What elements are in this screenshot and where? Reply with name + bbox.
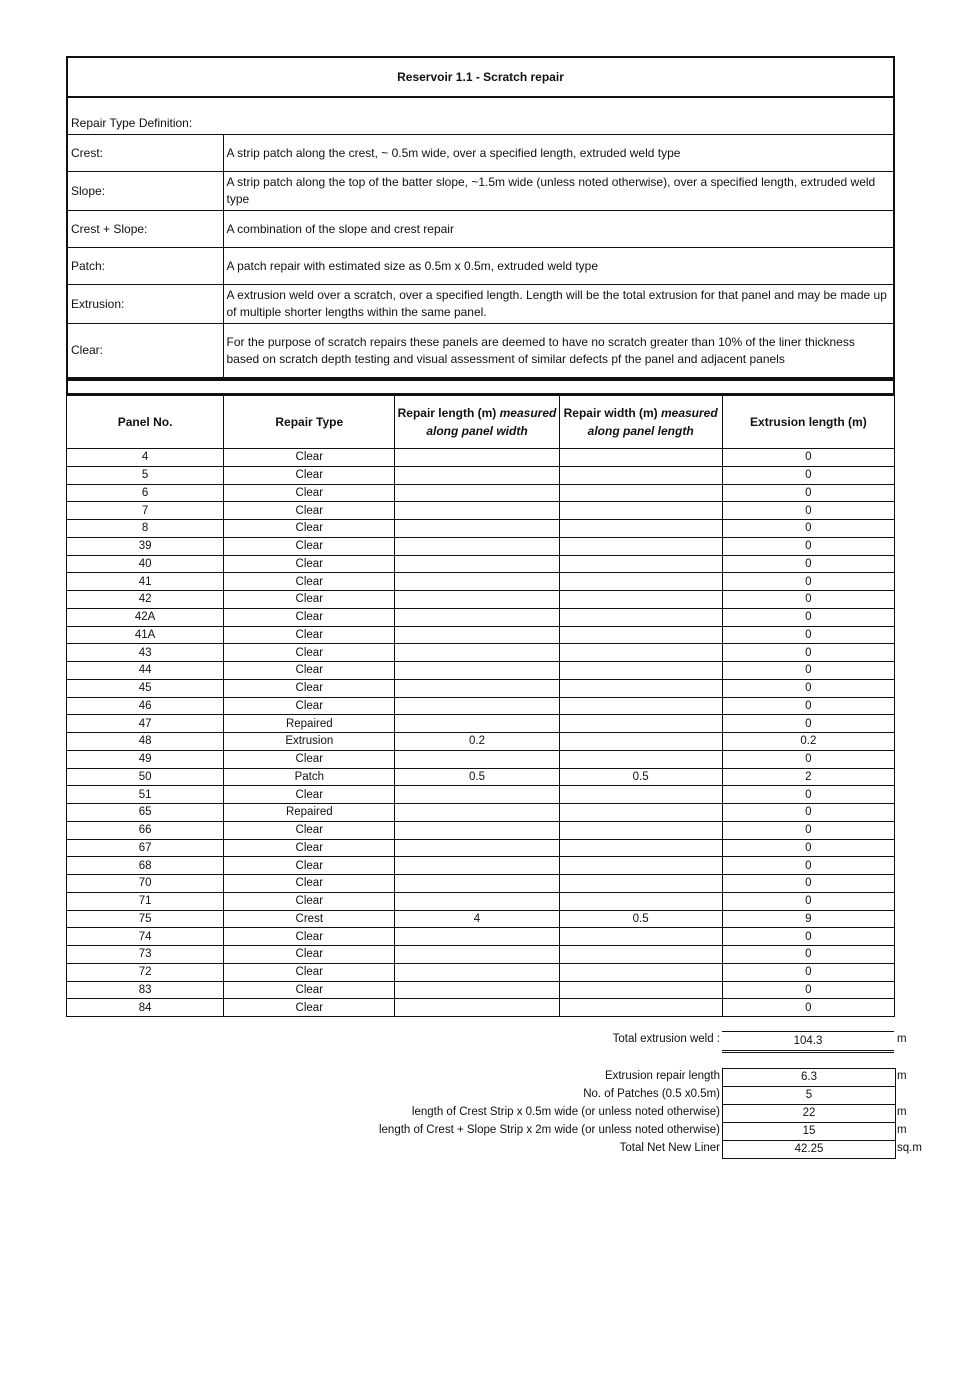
extrusion-length-cell: 0 (722, 537, 894, 555)
repair-type-cell: Clear (224, 875, 395, 893)
repair-type-cell: Clear (224, 502, 395, 520)
repair-width-cell (559, 662, 722, 680)
summary-label: length of Crest Strip x 0.5m wide (or unless noted otherwise) (411, 1106, 720, 1118)
section-divider (66, 378, 895, 395)
extrusion-length-cell: 0 (722, 608, 894, 626)
summary-value: 22 (723, 1105, 895, 1123)
table-row (67, 768, 895, 786)
definition-label: Patch: (67, 248, 223, 285)
extrusion-length-cell: 0 (722, 804, 894, 822)
table-row (67, 555, 895, 573)
repair-type-cell: Clear (224, 449, 395, 467)
extrusion-length-cell: 0 (722, 520, 894, 538)
panel-no-cell: 65 (67, 804, 224, 822)
definition-text: A extrusion weld over a scratch, over a specified length. Length will be the total extrusion for that panel and may be made up of multiple shorter lengths within the same panel. (223, 285, 894, 324)
repair-type-cell: Clear (224, 644, 395, 662)
panel-no-cell: 67 (67, 839, 224, 857)
panel-no-cell: 84 (67, 999, 224, 1017)
repair-type-cell: Clear (224, 999, 395, 1017)
panel-no-cell: 5 (67, 466, 224, 484)
repair-width-cell (559, 875, 722, 893)
table-row (67, 484, 895, 502)
repair-type-cell: Clear (224, 626, 395, 644)
panel-no-cell: 44 (67, 662, 224, 680)
definition-label: Clear: (67, 324, 223, 378)
summary-unit: m (897, 1124, 907, 1136)
repair-type-cell: Clear (224, 892, 395, 910)
repair-type-cell: Clear (224, 963, 395, 981)
repair-type-cell: Extrusion (224, 733, 395, 751)
extrusion-length-cell: 0 (722, 591, 894, 609)
repair-width-cell (559, 591, 722, 609)
table-row (67, 573, 895, 591)
repair-length-cell: 4 (395, 910, 559, 928)
panel-no-cell: 72 (67, 963, 224, 981)
summary-unit: m (897, 1070, 907, 1082)
repair-length-cell (395, 892, 559, 910)
repair-type-cell: Clear (224, 821, 395, 839)
extrusion-length-cell: 0 (722, 679, 894, 697)
table-row (67, 999, 895, 1017)
panel-no-cell: 8 (67, 520, 224, 538)
repair-type-cell: Clear (224, 520, 395, 538)
panel-repair-table (66, 395, 895, 1017)
extrusion-length-cell: 0 (722, 839, 894, 857)
table-row (67, 804, 895, 822)
panel-no-cell: 41 (67, 573, 224, 591)
table-row (67, 679, 895, 697)
table-row (67, 821, 895, 839)
extrusion-length-cell: 0 (722, 573, 894, 591)
panel-no-cell: 71 (67, 892, 224, 910)
repair-length-cell (395, 502, 559, 520)
table-row (67, 626, 895, 644)
extrusion-length-cell: 0 (722, 502, 894, 520)
repair-width-cell (559, 466, 722, 484)
extrusion-length-cell: 0 (722, 715, 894, 733)
summary-value: 5 (723, 1087, 895, 1105)
definition-row (67, 135, 894, 172)
repair-length-cell (395, 555, 559, 573)
repair-type-cell: Clear (224, 857, 395, 875)
summary-unit: m (897, 1106, 907, 1118)
extrusion-length-cell: 0 (722, 892, 894, 910)
panel-no-cell: 49 (67, 750, 224, 768)
repair-length-cell (395, 626, 559, 644)
repair-width-cell (559, 502, 722, 520)
repair-length-cell (395, 857, 559, 875)
report-sheet (66, 56, 895, 1017)
repair-width-cell (559, 555, 722, 573)
repair-width-cell (559, 626, 722, 644)
repair-width-cell (559, 981, 722, 999)
repair-length-cell (395, 537, 559, 555)
repair-type-cell: Crest (224, 910, 395, 928)
table-row (67, 733, 895, 751)
panel-no-cell: 6 (67, 484, 224, 502)
repair-width-cell (559, 999, 722, 1017)
repair-width-cell (559, 821, 722, 839)
table-row (67, 928, 895, 946)
summary-value: 15 (723, 1123, 895, 1141)
repair-length-cell (395, 484, 559, 502)
panel-no-cell: 83 (67, 981, 224, 999)
repair-width-cell (559, 679, 722, 697)
repair-width-cell (559, 608, 722, 626)
table-row (67, 875, 895, 893)
definition-row (67, 248, 894, 285)
repair-type-cell: Clear (224, 608, 395, 626)
repair-type-cell: Repaired (224, 715, 395, 733)
repair-width-cell (559, 520, 722, 538)
panel-no-cell: 46 (67, 697, 224, 715)
repair-width-cell (559, 750, 722, 768)
repair-length-cell (395, 520, 559, 538)
summary-values-box (722, 1068, 896, 1159)
repair-type-cell: Clear (224, 679, 395, 697)
repair-type-cell: Clear (224, 662, 395, 680)
repair-type-cell: Clear (224, 981, 395, 999)
table-row (67, 662, 895, 680)
repair-length-cell (395, 662, 559, 680)
extrusion-length-cell: 0 (722, 449, 894, 467)
repair-type-cell: Clear (224, 466, 395, 484)
summary-label: Total Net New Liner (619, 1142, 720, 1154)
extrusion-length-header: Extrusion length (m) (722, 396, 894, 449)
table-row (67, 981, 895, 999)
repair-length-cell (395, 697, 559, 715)
table-row (67, 946, 895, 964)
extrusion-length-cell: 9 (722, 910, 894, 928)
repair-length-cell (395, 608, 559, 626)
repair-width-cell: 0.5 (559, 768, 722, 786)
extrusion-length-cell: 0.2 (722, 733, 894, 751)
extrusion-length-cell: 0 (722, 644, 894, 662)
repair-length-cell (395, 821, 559, 839)
table-row (67, 520, 895, 538)
report-title: Reservoir 1.1 - Scratch repair (66, 56, 895, 97)
repair-width-cell (559, 644, 722, 662)
definition-text: A strip patch along the crest, ~ 0.5m wide, over a specified length, extruded weld type (223, 135, 894, 172)
table-row (67, 466, 895, 484)
repair-type-cell: Clear (224, 697, 395, 715)
repair-length-cell: 0.5 (395, 768, 559, 786)
repair-width-cell (559, 733, 722, 751)
repair-type-header: Repair Type (224, 396, 395, 449)
repair-length-cell (395, 644, 559, 662)
table-row (67, 786, 895, 804)
extrusion-length-cell: 0 (722, 981, 894, 999)
repair-type-cell: Clear (224, 591, 395, 609)
total-weld-value: 104.3 (722, 1031, 894, 1053)
panel-no-cell: 43 (67, 644, 224, 662)
repair-width-cell (559, 963, 722, 981)
repair-width-cell (559, 697, 722, 715)
panel-no-cell: 41A (67, 626, 224, 644)
summary-label: Extrusion repair length (604, 1070, 720, 1082)
extrusion-length-cell: 0 (722, 662, 894, 680)
repair-type-cell: Clear (224, 555, 395, 573)
extrusion-length-cell: 0 (722, 821, 894, 839)
table-row (67, 449, 895, 467)
definition-label: Extrusion: (67, 285, 223, 324)
repair-length-cell (395, 839, 559, 857)
table-row (67, 608, 895, 626)
definition-row (67, 324, 894, 378)
definition-text: A combination of the slope and crest repair (223, 211, 894, 248)
table-row (67, 697, 895, 715)
definition-row (67, 285, 894, 324)
table-row (67, 715, 895, 733)
definition-label: Slope: (67, 172, 223, 211)
definition-text: A strip patch along the top of the batter slope, ~1.5m wide (unless noted otherwise), over a specified length, extruded weld type (223, 172, 894, 211)
definitions-heading: Repair Type Definition: (67, 98, 894, 135)
table-row (67, 750, 895, 768)
extrusion-length-cell: 0 (722, 626, 894, 644)
repair-width-cell (559, 786, 722, 804)
panel-no-cell: 40 (67, 555, 224, 573)
extrusion-length-cell: 2 (722, 768, 894, 786)
table-row (67, 963, 895, 981)
repair-length-header-note: measured along panel width (426, 406, 557, 438)
panel-no-cell: 51 (67, 786, 224, 804)
extrusion-length-cell: 0 (722, 466, 894, 484)
table-row (67, 892, 895, 910)
repair-length-cell (395, 786, 559, 804)
repair-length-cell: 0.2 (395, 733, 559, 751)
summary-value: 6.3 (723, 1069, 895, 1087)
repair-length-cell (395, 981, 559, 999)
repair-width-cell: 0.5 (559, 910, 722, 928)
repair-width-cell (559, 857, 722, 875)
panel-no-cell: 48 (67, 733, 224, 751)
repair-length-cell (395, 963, 559, 981)
repair-width-cell (559, 839, 722, 857)
panel-no-cell: 74 (67, 928, 224, 946)
table-row (67, 591, 895, 609)
panel-no-cell: 68 (67, 857, 224, 875)
repair-length-cell (395, 750, 559, 768)
summary-unit: sq.m (897, 1142, 922, 1154)
panel-no-cell: 75 (67, 910, 224, 928)
repair-type-cell: Clear (224, 573, 395, 591)
repair-length-cell (395, 928, 559, 946)
repair-width-cell (559, 804, 722, 822)
extrusion-length-cell: 0 (722, 786, 894, 804)
repair-width-cell (559, 484, 722, 502)
repair-type-cell: Clear (224, 484, 395, 502)
repair-type-cell: Repaired (224, 804, 395, 822)
repair-width-cell (559, 715, 722, 733)
extrusion-length-cell: 0 (722, 857, 894, 875)
repair-length-cell (395, 591, 559, 609)
repair-length-header (395, 396, 559, 449)
repair-length-cell (395, 875, 559, 893)
table-row (67, 644, 895, 662)
extrusion-length-cell: 0 (722, 946, 894, 964)
repair-width-cell (559, 573, 722, 591)
repair-type-cell: Clear (224, 537, 395, 555)
repair-type-cell: Clear (224, 786, 395, 804)
extrusion-length-cell: 0 (722, 875, 894, 893)
table-header-row (67, 396, 895, 449)
repair-length-cell (395, 804, 559, 822)
extrusion-length-cell: 0 (722, 999, 894, 1017)
repair-length-cell (395, 573, 559, 591)
extrusion-length-cell: 0 (722, 555, 894, 573)
panel-no-cell: 66 (67, 821, 224, 839)
extrusion-length-cell: 0 (722, 963, 894, 981)
panel-no-cell: 4 (67, 449, 224, 467)
repair-type-cell: Clear (224, 750, 395, 768)
panel-no-cell: 42 (67, 591, 224, 609)
extrusion-length-cell: 0 (722, 484, 894, 502)
repair-length-cell (395, 999, 559, 1017)
panel-no-cell: 70 (67, 875, 224, 893)
definition-label: Crest: (67, 135, 223, 172)
repair-type-cell: Patch (224, 768, 395, 786)
repair-length-cell (395, 449, 559, 467)
repair-width-cell (559, 946, 722, 964)
repair-type-cell: Clear (224, 928, 395, 946)
repair-width-header (559, 396, 722, 449)
summary-label: length of Crest + Slope Strip x 2m wide (or unless noted otherwise) (378, 1124, 720, 1136)
panel-no-cell: 42A (67, 608, 224, 626)
panel-no-cell: 73 (67, 946, 224, 964)
definition-text: A patch repair with estimated size as 0.5m x 0.5m, extruded weld type (223, 248, 894, 285)
panel-no-cell: 7 (67, 502, 224, 520)
repair-width-cell (559, 537, 722, 555)
extrusion-length-cell: 0 (722, 750, 894, 768)
panel-no-cell: 47 (67, 715, 224, 733)
repair-width-cell (559, 449, 722, 467)
definition-row (67, 211, 894, 248)
table-row (67, 537, 895, 555)
definition-label: Crest + Slope: (67, 211, 223, 248)
definitions-heading-row (67, 98, 894, 135)
definition-row (67, 172, 894, 211)
repair-type-cell: Clear (224, 839, 395, 857)
panel-no-cell: 50 (67, 768, 224, 786)
repair-length-cell (395, 679, 559, 697)
repair-length-cell (395, 715, 559, 733)
table-body (67, 449, 895, 1017)
repair-type-cell: Clear (224, 946, 395, 964)
repair-width-header-main: Repair width (m) (563, 406, 661, 420)
definition-text: For the purpose of scratch repairs these panels are deemed to have no scratch greater than 10% of the liner thickness based on scratch depth testing and visual assessment of similar defects pf the panel and adjacent panels (223, 324, 894, 378)
definitions-table (66, 97, 895, 378)
panel-no-cell: 45 (67, 679, 224, 697)
repair-length-cell (395, 946, 559, 964)
repair-length-header-main: Repair length (m) (397, 406, 500, 420)
panel-no-cell: 39 (67, 537, 224, 555)
table-row (67, 910, 895, 928)
table-row (67, 502, 895, 520)
total-weld-label: Total extrusion weld : (612, 1033, 720, 1045)
repair-width-cell (559, 892, 722, 910)
extrusion-length-cell: 0 (722, 928, 894, 946)
extrusion-length-cell: 0 (722, 697, 894, 715)
summary-value: 42.25 (794, 1143, 824, 1155)
panel-no-header: Panel No. (67, 396, 224, 449)
repair-width-cell (559, 928, 722, 946)
repair-length-cell (395, 466, 559, 484)
table-row (67, 839, 895, 857)
repair-width-header-note: measured along panel length (587, 406, 718, 438)
table-row (67, 857, 895, 875)
total-weld-unit: m (897, 1033, 907, 1045)
summary-label: No. of Patches (0.5 x0.5m) (583, 1088, 720, 1100)
